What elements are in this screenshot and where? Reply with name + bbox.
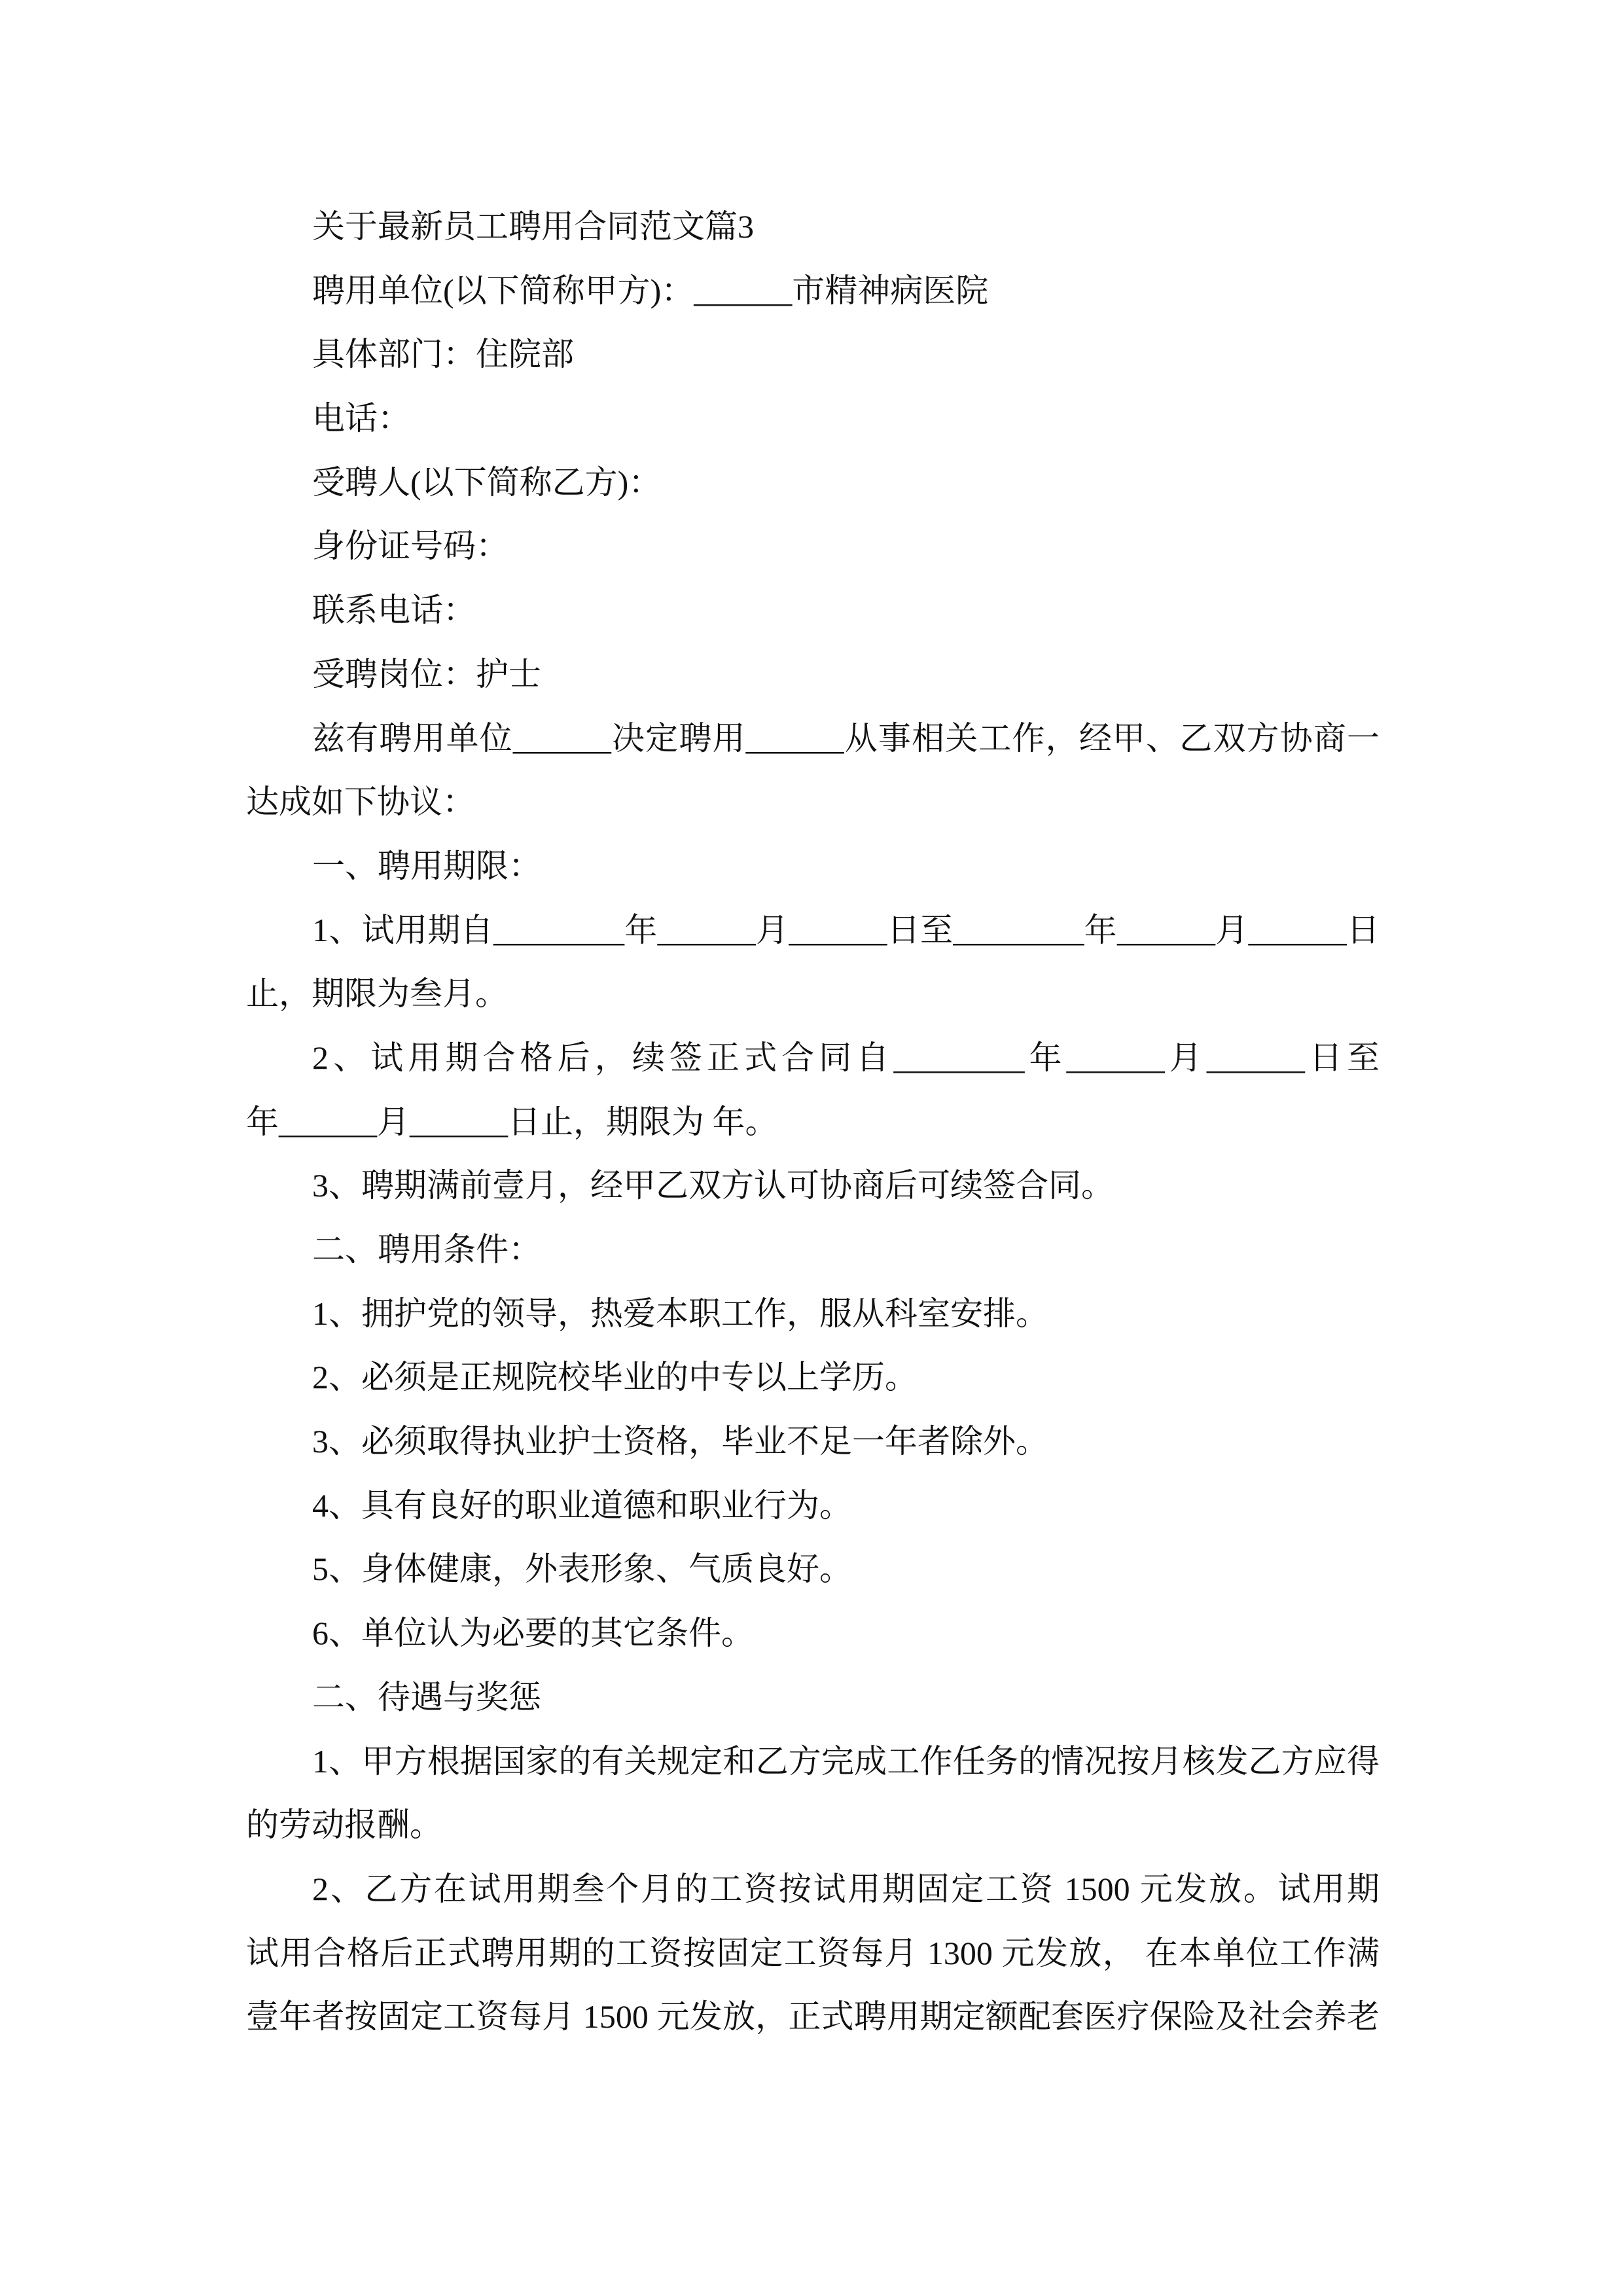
text-line: 受聘岗位：护士 — [312, 655, 541, 692]
text-line: 3、聘期满前壹月，经甲乙双方认可协商后可续签合同。 — [312, 1167, 1114, 1204]
text-line: 受聘人(以下简称乙方)： — [312, 463, 662, 501]
text-line: 年______月______日止，期限为 年。 — [246, 1103, 778, 1140]
text-line: 身份证号码： — [312, 528, 508, 565]
text-line: 2、必须是正规院校毕业的中专以上学历。 — [312, 1359, 918, 1396]
text-line: 二、待遇与奖惩 — [312, 1678, 541, 1715]
text-line: 电话： — [312, 400, 410, 437]
document-body — [246, 195, 1380, 2049]
text-line: 试用合格后正式聘用期的工资按固定工资每月 1300 元发放， 在本单位工作满 — [246, 1934, 1380, 1971]
text-line: 壹年者按固定工资每月 1500 元发放，正式聘用期定额配套医疗保险及社会养老 — [246, 1998, 1380, 2036]
text-line: 止，期限为叁月。 — [246, 975, 508, 1013]
text-line: 联系电话： — [312, 592, 476, 629]
text-line: 1、试用期自________年______月______日至________年______月______日 — [312, 911, 1380, 948]
text-line: 1、拥护党的领导，热爱本职工作，服从科室安排。 — [312, 1295, 1048, 1332]
text-line: 3、必须取得执业护士资格，毕业不足一年者除外。 — [312, 1423, 1048, 1460]
text-line: 5、身体健康，外表形象、气质良好。 — [312, 1551, 852, 1588]
text-line: 二、聘用条件： — [312, 1231, 541, 1268]
text-line: 的劳动报酬。 — [246, 1806, 442, 1844]
text-line: 4、具有良好的职业道德和职业行为。 — [312, 1486, 852, 1524]
text-line: 2、试用期合格后，续签正式合同自________年______月______日至 — [312, 1039, 1380, 1076]
text-line: 一、聘用期限： — [312, 847, 541, 884]
text-line: 1、甲方根据国家的有关规定和乙方完成工作任务的情况按月核发乙方应得 — [312, 1742, 1380, 1780]
text-line: 具体部门：住院部 — [312, 336, 574, 373]
text-line: 兹有聘用单位______决定聘用______从事相关工作，经甲、乙双方协商一 — [312, 719, 1380, 757]
text-line: 6、单位认为必要的其它条件。 — [312, 1615, 754, 1652]
text-line: 2、乙方在试用期叁个月的工资按试用期固定工资 1500 元发放。试用期 — [312, 1870, 1380, 1907]
text-line: 聘用单位(以下简称甲方)：______市精神病医院 — [312, 272, 989, 309]
document-title: 关于最新员工聘用合同范文篇3 — [312, 208, 754, 245]
text-line: 达成如下协议： — [246, 783, 475, 821]
